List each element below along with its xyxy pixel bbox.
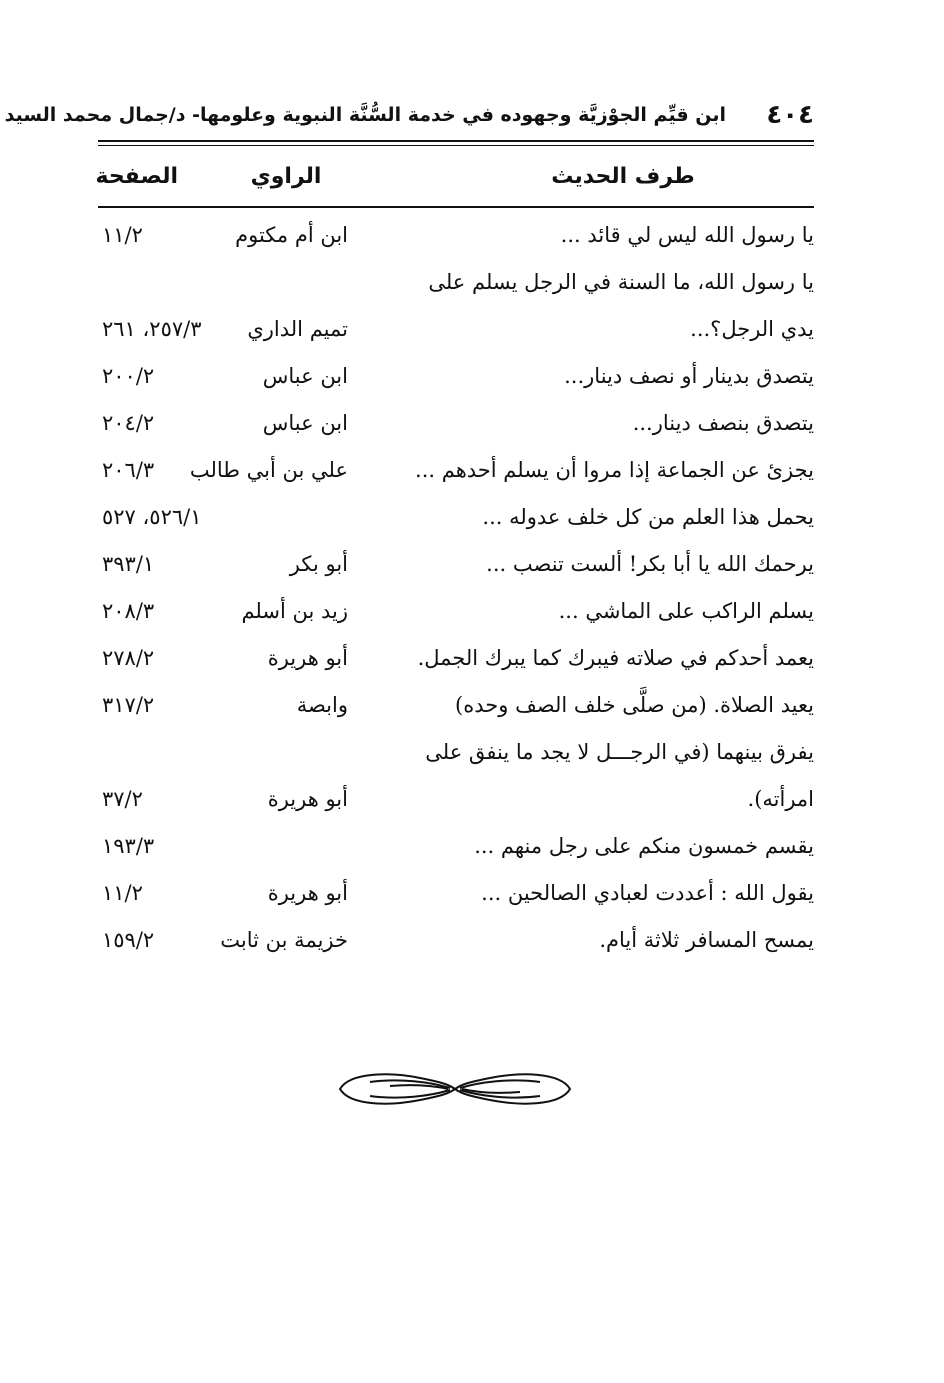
page-cell: ١٩٣/٣ <box>102 834 155 858</box>
hadith-cell: يقول الله : أعددت لعبادي الصالحين ... <box>481 881 814 905</box>
page-cell: ٣٩٣/١ <box>102 552 155 576</box>
narrator-cell: ابن عباس <box>262 411 348 435</box>
hadith-cell: يسلم الراكب على الماشي ... <box>558 599 814 623</box>
table-row <box>98 588 814 635</box>
header-rule <box>98 140 814 146</box>
hadith-cell: يا رسول الله ليس لي قائد ... <box>560 223 814 247</box>
hadith-cell: يعيد الصلاة. (من صلَّى خلف الصف وحده) <box>455 693 814 717</box>
hadith-cell: يقسم خمسون منكم على رجل منهم ... <box>474 834 814 858</box>
hadith-cell: امرأته). <box>747 787 814 811</box>
page-cell: ٥٢٦/١، ٥٢٧ <box>102 505 202 529</box>
column-header-page: الصفحة <box>95 164 178 189</box>
table-row <box>98 776 814 823</box>
narrator-cell: أبو بكر <box>289 552 348 576</box>
table-row <box>98 353 814 400</box>
column-header-narrator: الراوي <box>250 164 322 189</box>
page-cell: ٢٥٧/٣، ٢٦١ <box>102 317 202 341</box>
hadith-cell: يا رسول الله، ما السنة في الرجل يسلم على <box>428 270 814 294</box>
narrator-cell: زيد بن أسلم <box>241 599 348 623</box>
table-row <box>98 306 814 353</box>
page-cell: ١١/٢ <box>102 223 143 247</box>
narrator-cell: ابن أم مكتوم <box>235 223 348 247</box>
hadith-cell: يعمد أحدكم في صلاته فيبرك كما يبرك الجمل. <box>417 646 814 670</box>
table-row <box>98 541 814 588</box>
page-cell: ٢٠٨/٣ <box>102 599 155 623</box>
flourish-ornament-icon <box>330 1064 580 1114</box>
page-cell: ٢٠٠/٢ <box>102 364 155 388</box>
hadith-cell: يحمل هذا العلم من كل خلف عدوله ... <box>482 505 814 529</box>
narrator-cell: أبو هريرة <box>267 646 348 670</box>
hadith-cell: يتصدق بنصف دينار... <box>632 411 814 435</box>
narrator-cell: تميم الداري <box>247 317 348 341</box>
table-row <box>98 447 814 494</box>
table-row <box>98 400 814 447</box>
narrator-cell: أبو هريرة <box>267 787 348 811</box>
running-header <box>4 98 814 138</box>
table-row <box>98 494 814 541</box>
table-row <box>98 917 814 964</box>
table-row <box>98 212 814 259</box>
hadith-cell: يفرق بينهما (في الرجـــل لا يجد ما ينفق على <box>425 740 814 764</box>
book-title: ابن قيِّم الجوْزيَّة وجهوده في خدمة السُّنَّة النبوية وعلومها- د/جمال محمد السيد <box>4 104 726 126</box>
narrator-cell: علي بن أبي طالب <box>189 458 348 482</box>
page-number: ٤٠٤ <box>766 100 814 130</box>
table-row <box>98 823 814 870</box>
narrator-cell: ابن عباس <box>262 364 348 388</box>
page-cell: ١١/٢ <box>102 881 143 905</box>
page-cell: ١٥٩/٢ <box>102 928 155 952</box>
table-row <box>98 635 814 682</box>
page-cell: ٣٧/٢ <box>102 787 143 811</box>
hadith-cell: يرحمك الله يا أبا بكر! ألست تنصب ... <box>486 552 814 576</box>
column-header-hadith: طرف الحديث <box>551 164 695 189</box>
table-header <box>95 158 814 198</box>
table-row <box>98 682 814 729</box>
page-cell: ٢٠٦/٣ <box>102 458 155 482</box>
page-cell: ٢٧٨/٢ <box>102 646 155 670</box>
hadith-index-table <box>98 212 814 964</box>
hadith-cell: يدي الرجل؟... <box>690 317 814 341</box>
narrator-cell: خزيمة بن ثابت <box>220 928 348 952</box>
hadith-cell: يمسح المسافر ثلاثة أيام. <box>599 928 814 952</box>
narrator-cell: وابصة <box>296 693 348 717</box>
hadith-cell: يجزئ عن الجماعة إذا مروا أن يسلم أحدهم ... <box>415 458 814 482</box>
table-row <box>98 259 814 306</box>
table-row <box>98 729 814 776</box>
table-header-rule <box>98 206 814 208</box>
table-row <box>98 870 814 917</box>
hadith-cell: يتصدق بدينار أو نصف دينار... <box>564 364 814 388</box>
page-cell: ٣١٧/٢ <box>102 693 155 717</box>
page-cell: ٢٠٤/٢ <box>102 411 155 435</box>
narrator-cell: أبو هريرة <box>267 881 348 905</box>
